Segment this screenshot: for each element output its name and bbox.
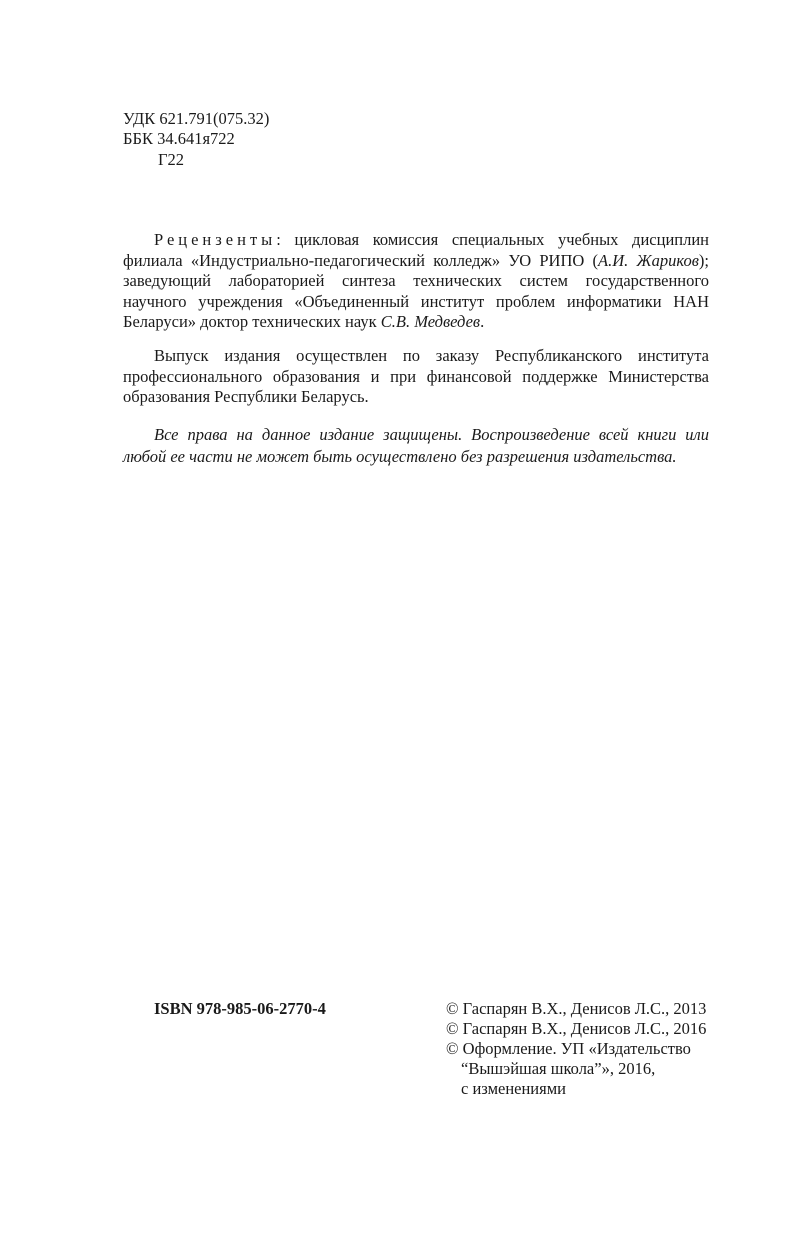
reviewers-colon: : xyxy=(276,230,281,249)
issue-section xyxy=(123,346,709,408)
copyright-line-2: © Гаспарян В.Х., Денисов Л.С., 2016 xyxy=(446,1019,707,1038)
reviewers-text-3: . xyxy=(480,312,485,331)
reviewer-name-2: С.В. Медведев xyxy=(380,312,481,331)
issue-paragraph: Выпуск издания осуществлен по заказу Республиканского института профессионального образования и при финансовой поддержке Министерства образования Республики Беларусь. xyxy=(123,346,709,406)
reviewers-text-2: ); заведующий лабораторией синтеза технических систем государственного научного учреждения «Объединенный институт проблем информатики НАН Беларуси» доктор технических наук xyxy=(123,250,709,331)
copyright-block xyxy=(446,999,712,1099)
reviewers-paragraph xyxy=(123,230,709,333)
copyright-line-3: © Оформление. УП «Издательство xyxy=(446,1039,691,1058)
classification-block xyxy=(123,109,269,170)
copyright-line-3-continued-2: с изменениями xyxy=(461,1079,567,1098)
copyright-line-3-continued-1: “Вышэйшая школа”», 2016, xyxy=(461,1059,656,1078)
reviewers-label: Рецензенты xyxy=(154,230,277,249)
reviewer-name-1: А.И. Жариков xyxy=(598,250,699,270)
rights-section xyxy=(123,424,709,468)
reviewers-text-1: цикловая комиссия специальных учебных дисциплин филиала «Индустриально-педагогический колледж» УО РИПО ( xyxy=(123,230,709,270)
copyright-line-1: © Гаспарян В.Х., Денисов Л.С., 2013 xyxy=(446,999,707,1018)
bbk-code: ББК 34.641я722 xyxy=(123,129,235,148)
udk-code: УДК 621.791(075.32) xyxy=(123,109,270,128)
reviewers-section xyxy=(123,230,709,333)
isbn: ISBN 978-985-06-2770-4 xyxy=(154,999,326,1018)
author-code: Г22 xyxy=(158,150,185,169)
rights-paragraph: Все права на данное издание защищены. Воспроизведение всей книги или любой ее части не может быть осуществлено без разрешения издательства. xyxy=(123,425,709,466)
